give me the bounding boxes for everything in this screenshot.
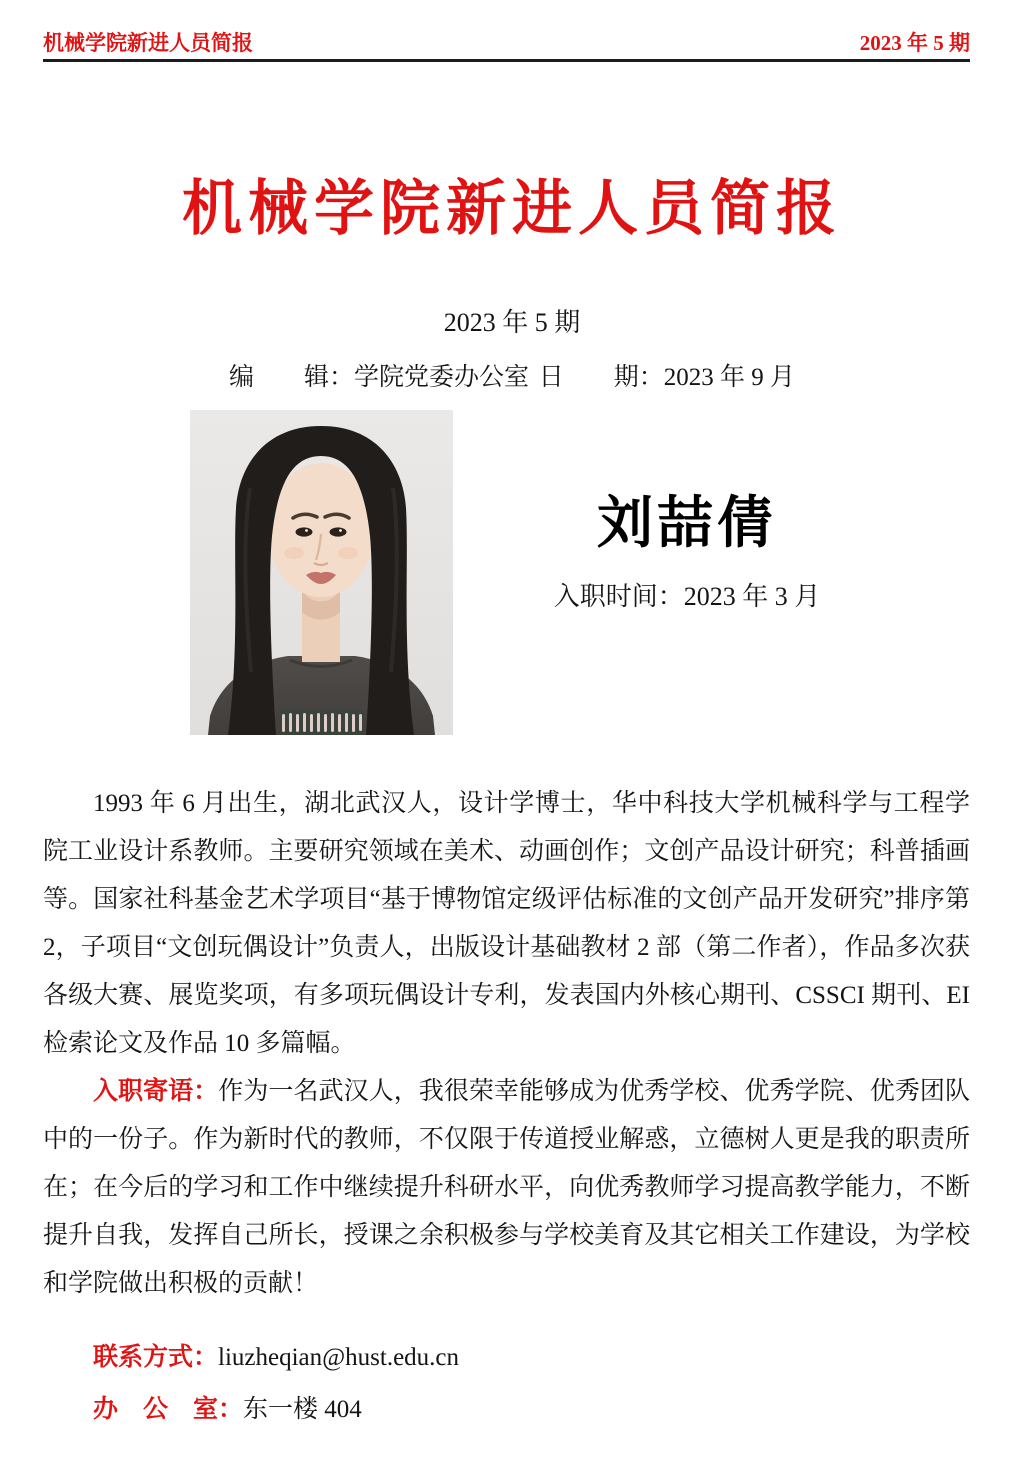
portrait-photo-illustration bbox=[190, 410, 453, 735]
person-name: 刘喆倩 bbox=[597, 493, 777, 555]
office-label: 办 公 室： bbox=[93, 1396, 244, 1423]
profile-block bbox=[190, 410, 981, 735]
left-blush bbox=[284, 547, 304, 559]
date-value: 2023 年 9 月 bbox=[663, 364, 795, 391]
left-eye bbox=[296, 527, 313, 536]
body-text bbox=[43, 780, 970, 1436]
issue-line: 2023 年 5 期 bbox=[443, 308, 581, 337]
date-label: 日 期： bbox=[538, 364, 664, 391]
contact-email-value: liuzheqian@hust.edu.cn bbox=[218, 1344, 460, 1371]
editor-field bbox=[229, 362, 529, 394]
running-header-title: 机械学院新进人员简报 bbox=[43, 31, 253, 55]
editor-value: 学院党委办公室 bbox=[354, 364, 530, 391]
right-eye-highlight bbox=[339, 529, 342, 532]
message-label: 入职寄语： bbox=[93, 1078, 219, 1105]
header-rule bbox=[43, 59, 970, 62]
date-field bbox=[539, 362, 795, 394]
office-value: 东一楼 404 bbox=[243, 1396, 362, 1423]
message-text: 作为一名武汉人，我很荣幸能够成为优秀学校、优秀学院、优秀团队中的一份子。作为新时代的教师，不仅限于传道授业解惑，立德树人更是我的职责所在；在今后的学习和工作中继续提升科研水平，向优秀教师学习提高教学能力，不断提升自我，发挥自己所长，授课之余积极参与学校美育及其它相关工作建设，为学校和学院做出积极的贡献！ bbox=[43, 1078, 970, 1297]
right-blush bbox=[338, 547, 358, 559]
bio-paragraph: 1993 年 6 月出生，湖北武汉人，设计学博士，华中科技大学机械科学与工程学院工业设计系教师。主要研究领域在美术、动画创作；文创产品设计研究；科普插画等。国家社科基金艺术学项目“基于博物馆定级评估标准的文创产品开发研究”排序第 2，子项目“文创玩偶设计”负责人，出版设计基础教材 2 部（第二作者），作品多次获各级大赛、展览奖项，有多项玩偶设计专利，发表国内外核心期刊、CSSCI 期刊、EI 检索论文及作品 10 多篇幅。 bbox=[43, 790, 970, 1057]
editor-label: 编 辑： bbox=[229, 364, 355, 391]
left-eye-highlight bbox=[305, 529, 308, 532]
join-date-value: 2023 年 3 月 bbox=[683, 582, 821, 611]
contact-email-label: 联系方式： bbox=[93, 1344, 219, 1371]
join-date-line bbox=[554, 580, 821, 614]
running-header-issue: 2023 年 5 期 bbox=[859, 31, 970, 55]
contact-email-line bbox=[43, 1332, 970, 1384]
profile-info bbox=[453, 410, 981, 735]
office-line bbox=[43, 1384, 970, 1436]
join-date-label: 入职时间： bbox=[553, 582, 684, 611]
editor-date-row bbox=[229, 362, 795, 394]
page-title: 机械学院新进人员简报 bbox=[182, 176, 842, 242]
message-paragraph bbox=[43, 1068, 970, 1308]
portrait-photo bbox=[190, 410, 453, 735]
sweater-knit-pattern bbox=[280, 710, 364, 735]
running-header bbox=[43, 30, 970, 56]
right-eye bbox=[330, 527, 347, 536]
